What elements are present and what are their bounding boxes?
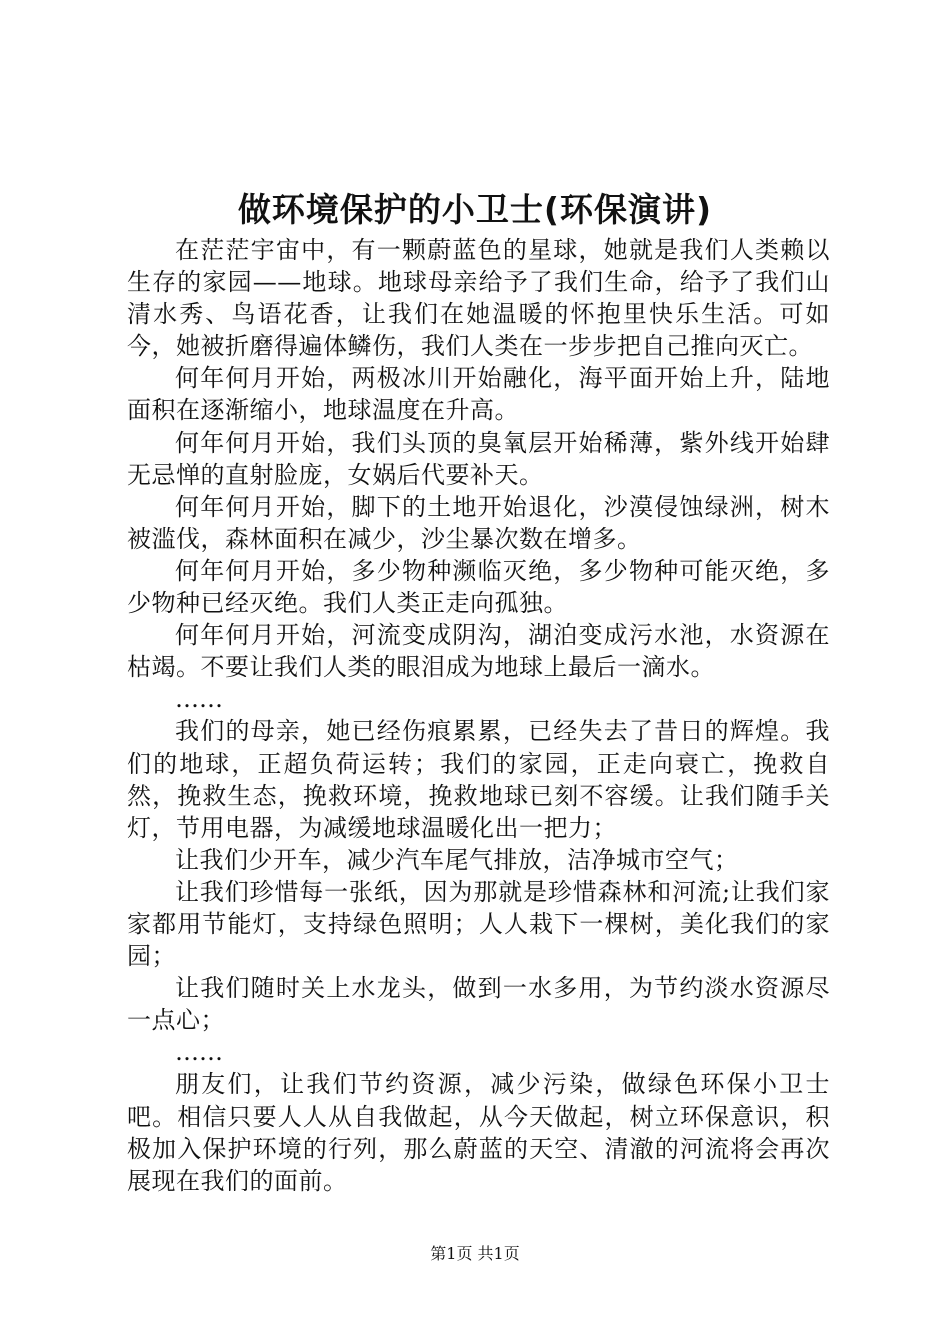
page-footer: 第1页 共1页 [430,1244,520,1263]
paragraph: 让我们少开车，减少汽车尾气排放，洁净城市空气； [175,845,739,874]
document-body [127,234,830,1197]
paragraph: 朋友们，让我们节约资源，减少污染，做绿色环保小卫士吧。相信只要人人从自我做起，从今天做起，树立环保意识，积极加入保护环境的行列，那么蔚蓝的天空、清澈的河流将会再次展现在我们的面前。 [127,1070,830,1195]
paragraph: 何年何月开始，多少物种濒临灭绝，多少物种可能灭绝，多少物种已经灭绝。我们人类正走向孤独。 [127,556,830,618]
paragraph: 何年何月开始，两极冰川开始融化，海平面开始上升，陆地面积在逐渐缩小，地球温度在升高。 [127,364,830,425]
paragraph: 让我们珍惜每一张纸，因为那就是珍惜森林和河流;让我们家家都用节能灯，支持绿色照明；人人栽下一棵树，美化我们的家园； [127,877,830,971]
paragraph: 何年何月开始，河流变成阴沟，湖泊变成污水池，水资源在枯竭。不要让我们人类的眼泪成为地球上最后一滴水。 [127,621,830,682]
paragraph: 在茫茫宇宙中，有一颗蔚蓝色的星球，她就是我们人类赖以生存的家园——地球。地球母亲给予了我们生命，给予了我们山清水秀、鸟语花香，让我们在她温暖的怀抱里快乐生活。可如今，她被折磨得遍体鳞伤，我们人类在一步步把自己推向灭亡。 [127,236,830,361]
ellipsis-line: …… [175,685,223,714]
paragraph: 何年何月开始，我们头顶的臭氧层开始稀薄，紫外线开始肆无忌惮的直射脸庞，女娲后代要补天。 [127,428,830,489]
paragraph: 让我们随时关上水龙头，做到一水多用，为节约淡水资源尽一点心； [127,974,830,1035]
document-title: 做环境保护的小卫士(环保演讲) [237,190,713,229]
ellipsis-line: …… [175,1038,223,1067]
paragraph: 我们的母亲，她已经伤痕累累，已经失去了昔日的辉煌。我们的地球，正超负荷运转；我们的家园，正走向衰亡，挽救自然，挽救生态，挽救环境，挽救地球已刻不容缓。让我们随手关灯，节用电器，为减缓地球温暖化出一把力； [127,717,830,842]
paragraph: 何年何月开始，脚下的土地开始退化，沙漠侵蚀绿洲，树木被滥伐，森林面积在减少，沙尘暴次数在增多。 [127,492,830,553]
